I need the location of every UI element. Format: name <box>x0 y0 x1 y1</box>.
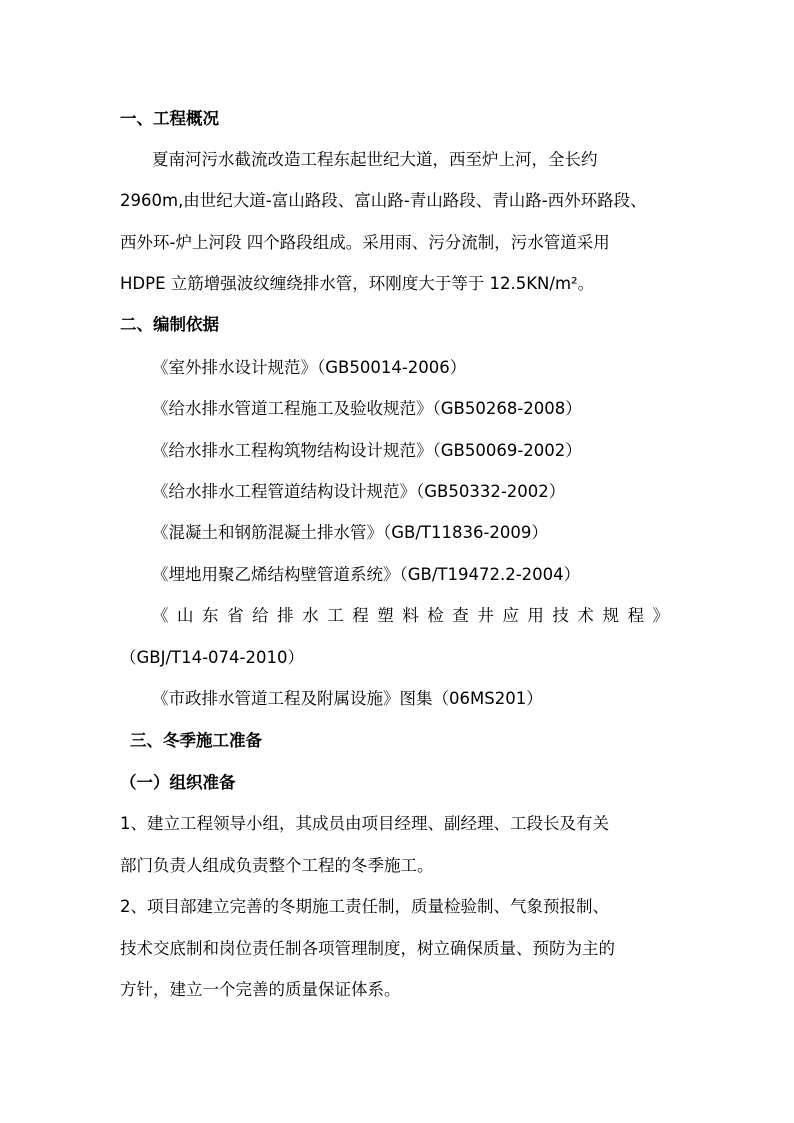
reference-item: 《室外排水设计规范》（GB50014-2006） <box>152 358 467 377</box>
overview-line-2: 2960m,由世纪大道-富山路段、富山路-青山路段、青山路-西外环路段、 <box>120 191 647 210</box>
section-heading-basis: 二、编制依据 <box>120 315 219 334</box>
overview-line-3: 西外环-炉上河段 四个路段组成。采用雨、污分流制，污水管道采用 <box>120 233 610 252</box>
item2-line-1: 2、项目部建立完善的冬期施工责任制，质量检验制、气象预报制、 <box>120 897 609 916</box>
section-heading-overview: 一、工程概况 <box>120 109 219 128</box>
item1-line-2: 部门负责人组成负责整个工程的冬季施工。 <box>120 856 434 875</box>
reference-item: 《混凝土和钢筋混凝土排水管》（GB/T11836-2009） <box>152 523 548 542</box>
reference-item: 《给水排水工程管道结构设计规范》（GB50332-2002） <box>152 482 566 501</box>
reference-item: 《给水排水工程构筑物结构设计规范》（GB50069-2002） <box>152 441 582 460</box>
overview-line-4: HDPE 立筋增强波纹缠绕排水管，环刚度大于等于 12.5KN/m²。 <box>120 274 595 293</box>
reference-item-continuation: （GBJ/T14-074-2010） <box>120 648 304 667</box>
item2-line-3: 方针，建立一个完善的质量保证体系。 <box>120 980 401 999</box>
section-heading-winter-preparation: 三、冬季施工准备 <box>130 731 262 750</box>
reference-item: 《埋地用聚乙烯结构壁管道系统》（GB/T19472.2-2004） <box>152 565 581 584</box>
overview-line-1: 夏南河污水截流改造工程东起世纪大道，西至炉上河，全长约 <box>152 150 598 169</box>
reference-item: 《市政排水管道工程及附属设施》图集（06MS201） <box>152 689 543 708</box>
subsection-heading-organization: （一）组织准备 <box>120 773 236 792</box>
item2-line-2: 技术交底制和岗位责任制各项管理制度，树立确保质量、预防为主的 <box>120 939 615 958</box>
reference-item: 《给水排水管道工程施工及验收规范》（GB50268-2008） <box>152 399 582 418</box>
reference-item: 《山东省给排水工程塑料检查井应用技术规程》 <box>152 606 672 625</box>
item1-line-1: 1、建立工程领导小组，其成员由项目经理、副经理、工段长及有关 <box>120 814 609 833</box>
